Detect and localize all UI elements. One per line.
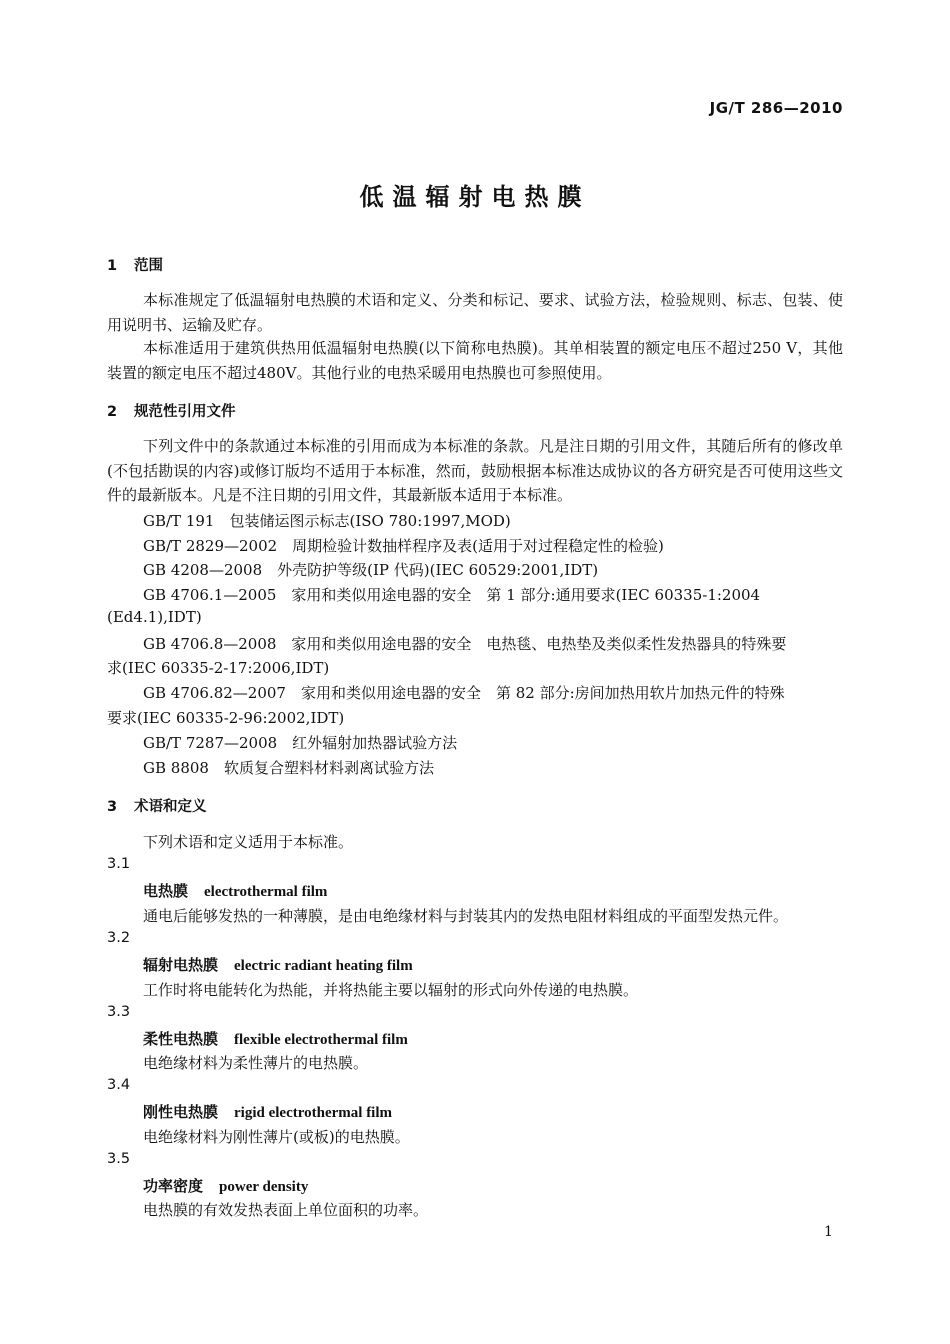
section-number: 1 — [107, 258, 118, 274]
reference-item-continued: 要求(IEC 60335-2-96:2002,IDT) — [107, 709, 345, 727]
reference-item: GB 8808 软质复合塑料材料剥离试验方法 — [143, 759, 434, 777]
section-3-intro: 下列术语和定义适用于本标准。 — [143, 833, 354, 851]
term-chinese: 刚性电热膜 — [143, 1103, 219, 1121]
section-title: 规范性引用文件 — [134, 404, 236, 420]
section-number: 2 — [107, 404, 118, 420]
page-title: 低温辐射电热膜 — [359, 183, 591, 211]
reference-item: GB/T 191 包装储运图示标志(ISO 780:1997,MOD) — [143, 512, 511, 530]
section-3-heading — [107, 795, 207, 816]
term-english: electrothermal film — [204, 884, 328, 900]
reference-item: GB 4706.8—2008 家用和类似用途电器的安全 电热毯、电热垫及类似柔性发热器具的特殊要 — [143, 635, 787, 653]
term-number: 3.2 — [107, 930, 131, 946]
term-heading — [143, 1101, 392, 1122]
reference-item: GB 4706.1—2005 家用和类似用途电器的安全 第 1 部分:通用要求(IEC 60335-1:2004 — [143, 586, 761, 604]
term-heading — [143, 1028, 408, 1049]
term-chinese: 功率密度 — [143, 1177, 204, 1195]
reference-item: GB/T 2829—2002 周期检验计数抽样程序及表(适用于对过程稳定性的检验) — [143, 537, 664, 555]
term-number: 3.5 — [107, 1151, 131, 1167]
reference-item: GB 4208—2008 外壳防护等级(IP 代码)(IEC 60529:2001,IDT) — [143, 561, 599, 579]
reference-item: GB/T 7287—2008 红外辐射加热器试验方法 — [143, 734, 458, 752]
term-chinese: 辐射电热膜 — [143, 956, 219, 974]
reference-item: GB 4706.82—2007 家用和类似用途电器的安全 第 82 部分:房间加热用软片加热元件的特殊 — [143, 684, 785, 702]
term-chinese: 电热膜 — [143, 882, 189, 900]
section-title: 术语和定义 — [134, 799, 207, 815]
section-1-paragraph-2: 本标准适用于建筑供热用低温辐射电热膜(以下简称电热膜)。其单相装置的额定电压不超过250 V，其他装置的额定电压不超过480V。其他行业的电热采暖用电热膜也可参照使用。 — [107, 339, 843, 382]
section-2-heading — [107, 400, 236, 421]
section-1-heading — [107, 254, 163, 275]
term-heading — [143, 954, 413, 975]
term-number: 3.3 — [107, 1004, 131, 1020]
reference-item-continued: (Ed4.1),IDT) — [107, 608, 202, 626]
term-heading — [143, 880, 327, 901]
term-english: flexible electrothermal film — [234, 1032, 408, 1048]
term-definition: 电绝缘材料为刚性薄片(或板)的电热膜。 — [143, 1128, 410, 1146]
term-english: electric radiant heating film — [234, 958, 413, 974]
section-2-intro: 下列文件中的条款通过本标准的引用而成为本标准的条款。凡是注日期的引用文件，其随后所有的修改单(不包括勘误的内容)或修订版均不适用于本标准，然而，鼓励根据本标准达成协议的各方研究是否可使用这些文件的最新版本。凡是不注日期的引用文件，其最新版本适用于本标准。 — [107, 437, 843, 505]
page-number: 1 — [824, 1224, 833, 1240]
section-1-paragraph-1: 本标准规定了低温辐射电热膜的术语和定义、分类和标记、要求、试验方法，检验规则、标志、包装、使用说明书、运输及贮存。 — [107, 291, 843, 334]
term-heading — [143, 1175, 308, 1196]
term-definition: 电绝缘材料为柔性薄片的电热膜。 — [143, 1054, 369, 1072]
reference-item-continued: 求(IEC 60335-2-17:2006,IDT) — [107, 659, 330, 677]
term-definition: 电热膜的有效发热表面上单位面积的功率。 — [143, 1201, 429, 1219]
term-english: rigid electrothermal film — [234, 1105, 393, 1121]
standard-code: JG/T 286—2010 — [709, 99, 843, 117]
section-title: 范围 — [134, 258, 163, 274]
term-number: 3.1 — [107, 856, 131, 872]
term-number: 3.4 — [107, 1077, 131, 1093]
term-definition: 工作时将电能转化为热能，并将热能主要以辐射的形式向外传递的电热膜。 — [143, 981, 639, 999]
section-number: 3 — [107, 799, 118, 815]
term-chinese: 柔性电热膜 — [143, 1030, 219, 1048]
term-english: power density — [219, 1179, 309, 1195]
term-definition: 通电后能够发热的一种薄膜，是由电绝缘材料与封装其内的发热电阻材料组成的平面型发热元件。 — [143, 907, 789, 925]
